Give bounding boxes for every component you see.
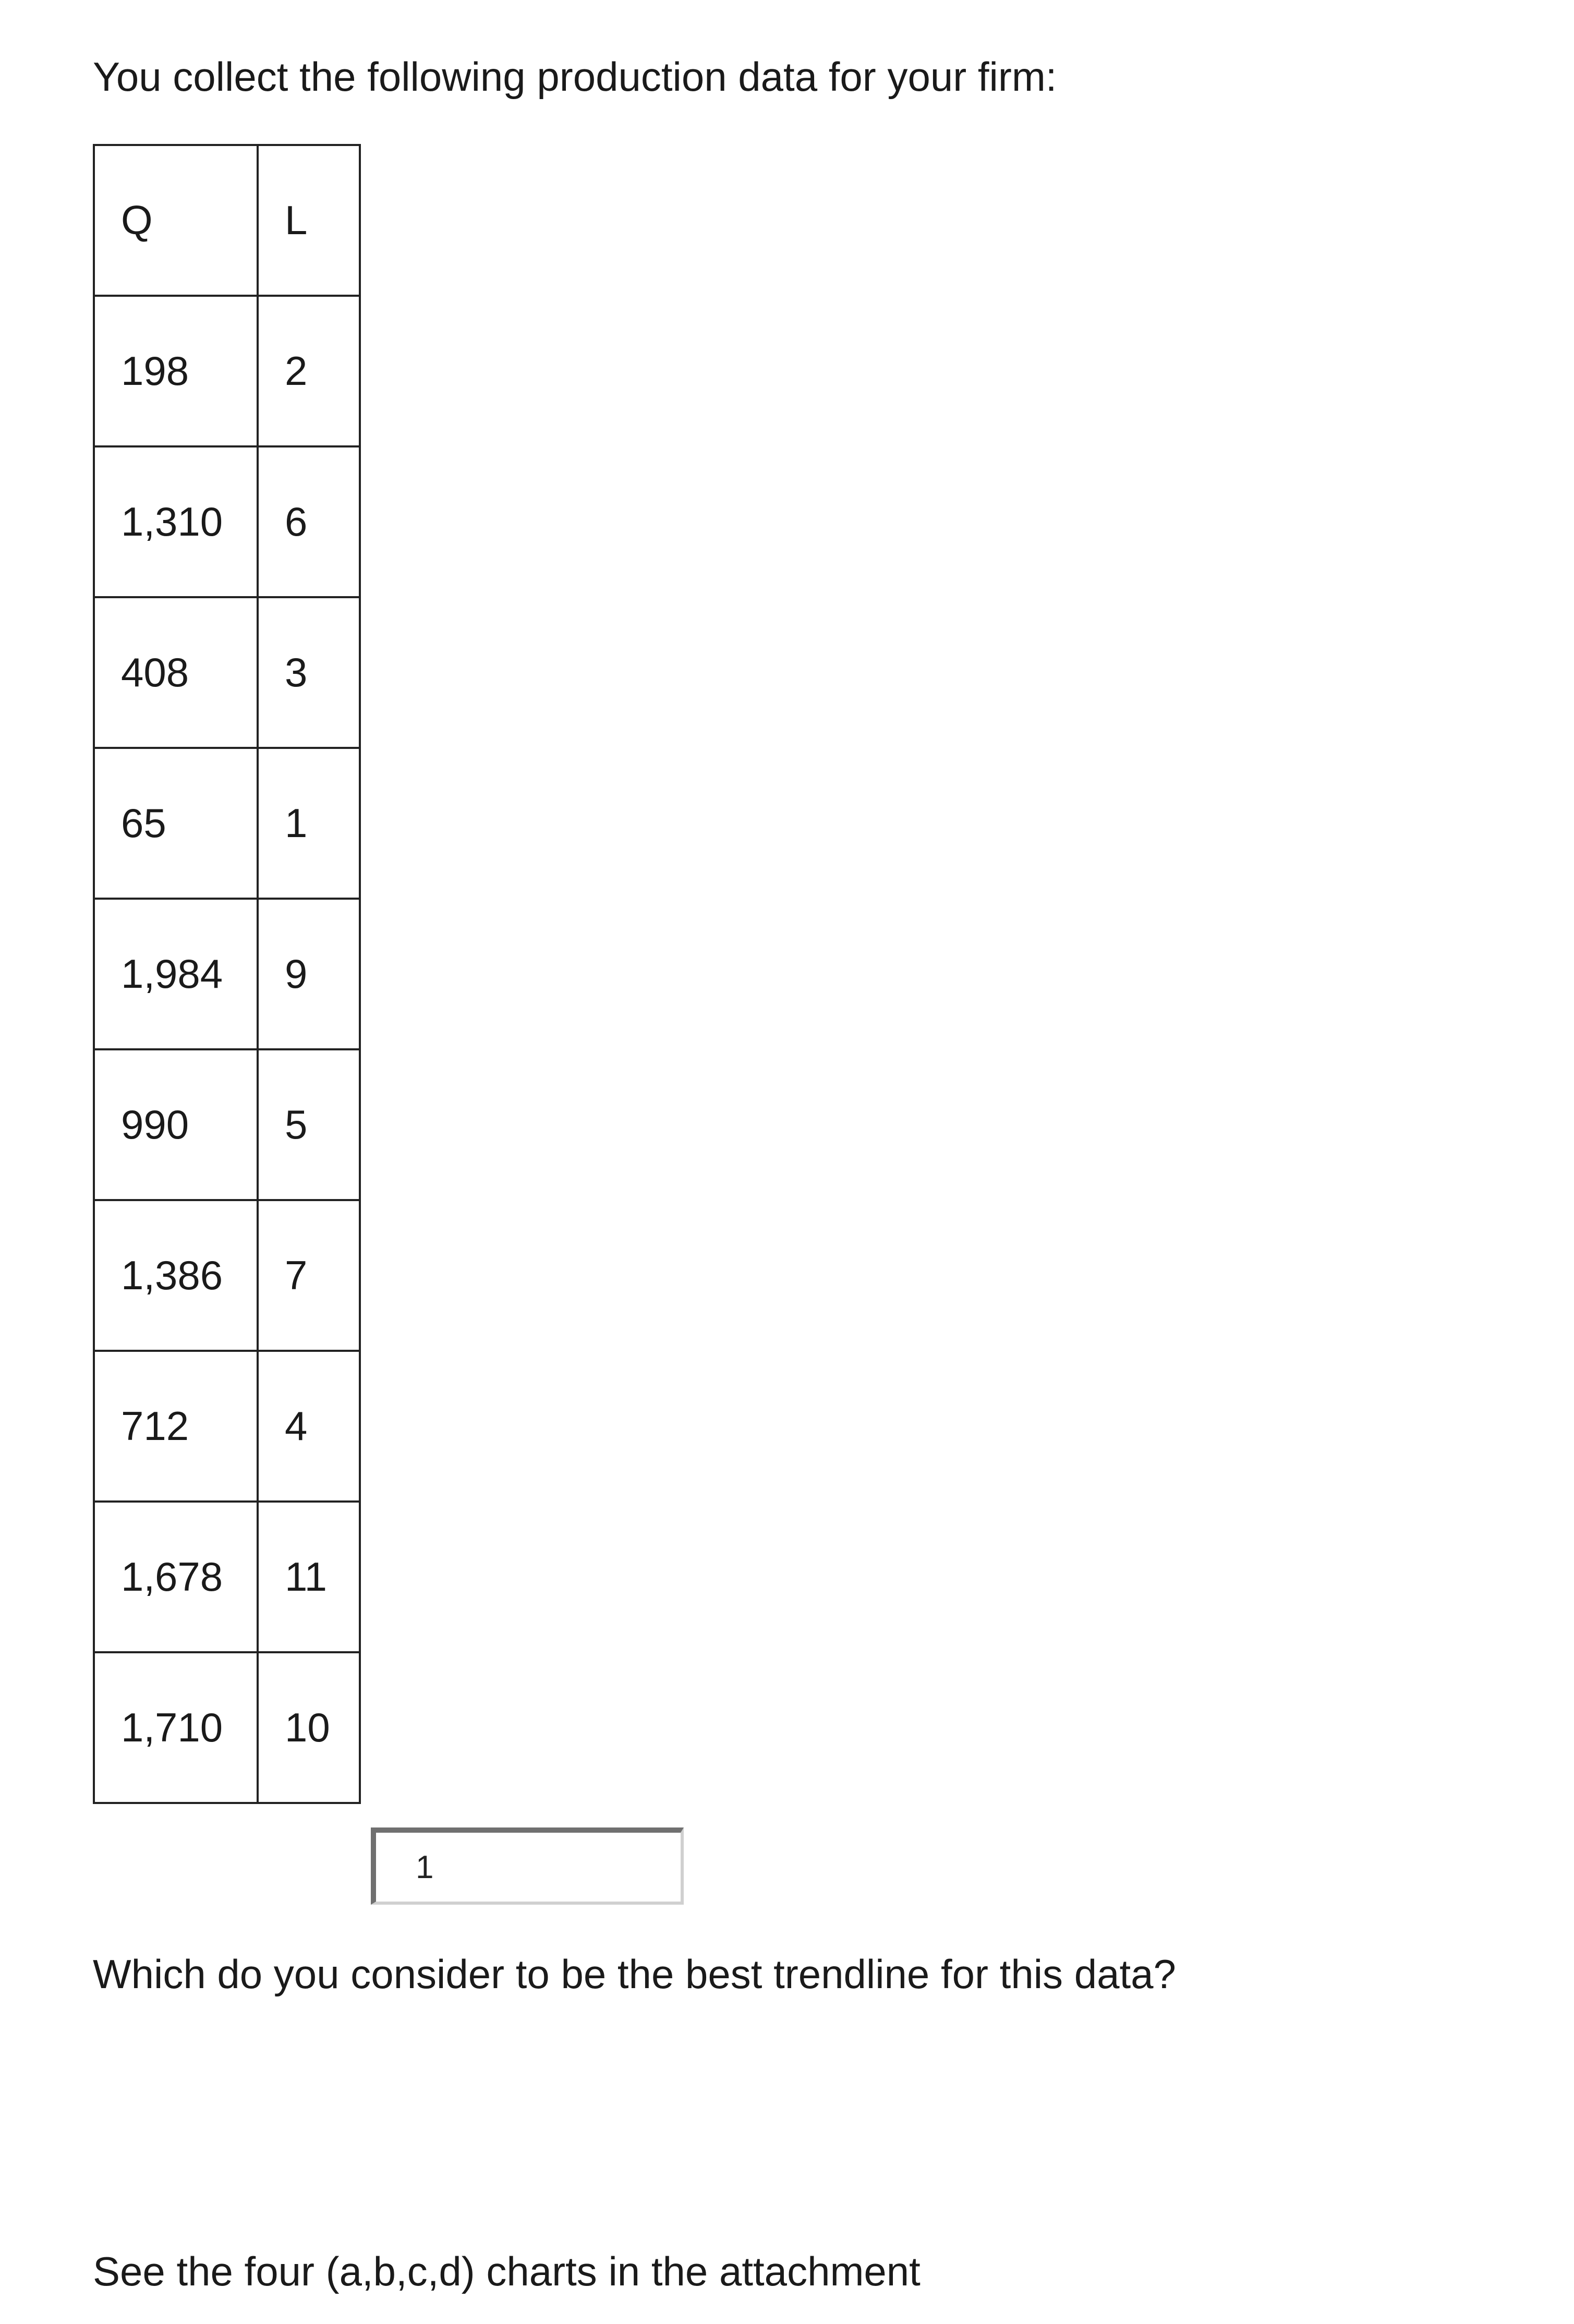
cell-q: 990 xyxy=(94,1049,258,1200)
question-text: Which do you consider to be the best trendline for this data? xyxy=(93,1951,1176,1997)
cell-l: 9 xyxy=(258,899,360,1049)
cell-l: 5 xyxy=(258,1049,360,1200)
cell-l: 1 xyxy=(258,748,360,899)
cell-q: 1,310 xyxy=(94,446,258,597)
cell-l: 6 xyxy=(258,446,360,597)
table-row xyxy=(94,1049,360,1200)
cell-l: 7 xyxy=(258,1200,360,1351)
cell-l: 2 xyxy=(258,296,360,446)
table-row xyxy=(94,1351,360,1502)
header-l: L xyxy=(258,145,360,296)
cell-q: 1,678 xyxy=(94,1502,258,1652)
production-data-table xyxy=(93,144,361,1804)
cell-q: 1,984 xyxy=(94,899,258,1049)
cell-l: 11 xyxy=(258,1502,360,1652)
cell-q: 198 xyxy=(94,296,258,446)
attachment-note: See the four (a,b,c,d) charts in the attachment xyxy=(93,2248,921,2294)
intro-text: You collect the following production data for your firm: xyxy=(93,54,1057,100)
cell-q: 712 xyxy=(94,1351,258,1502)
cell-l: 3 xyxy=(258,597,360,748)
table-row xyxy=(94,1652,360,1803)
header-q: Q xyxy=(94,145,258,296)
table-header-row xyxy=(94,145,360,296)
table-row xyxy=(94,296,360,446)
table-row xyxy=(94,1200,360,1351)
table-row xyxy=(94,899,360,1049)
cell-q: 1,710 xyxy=(94,1652,258,1803)
table-row xyxy=(94,597,360,748)
table-row xyxy=(94,446,360,597)
cell-q: 1,386 xyxy=(94,1200,258,1351)
answer-input[interactable] xyxy=(371,1827,684,1905)
table-row xyxy=(94,1502,360,1652)
table-row xyxy=(94,748,360,899)
cell-l: 4 xyxy=(258,1351,360,1502)
cell-q: 65 xyxy=(94,748,258,899)
cell-q: 408 xyxy=(94,597,258,748)
cell-l: 10 xyxy=(258,1652,360,1803)
